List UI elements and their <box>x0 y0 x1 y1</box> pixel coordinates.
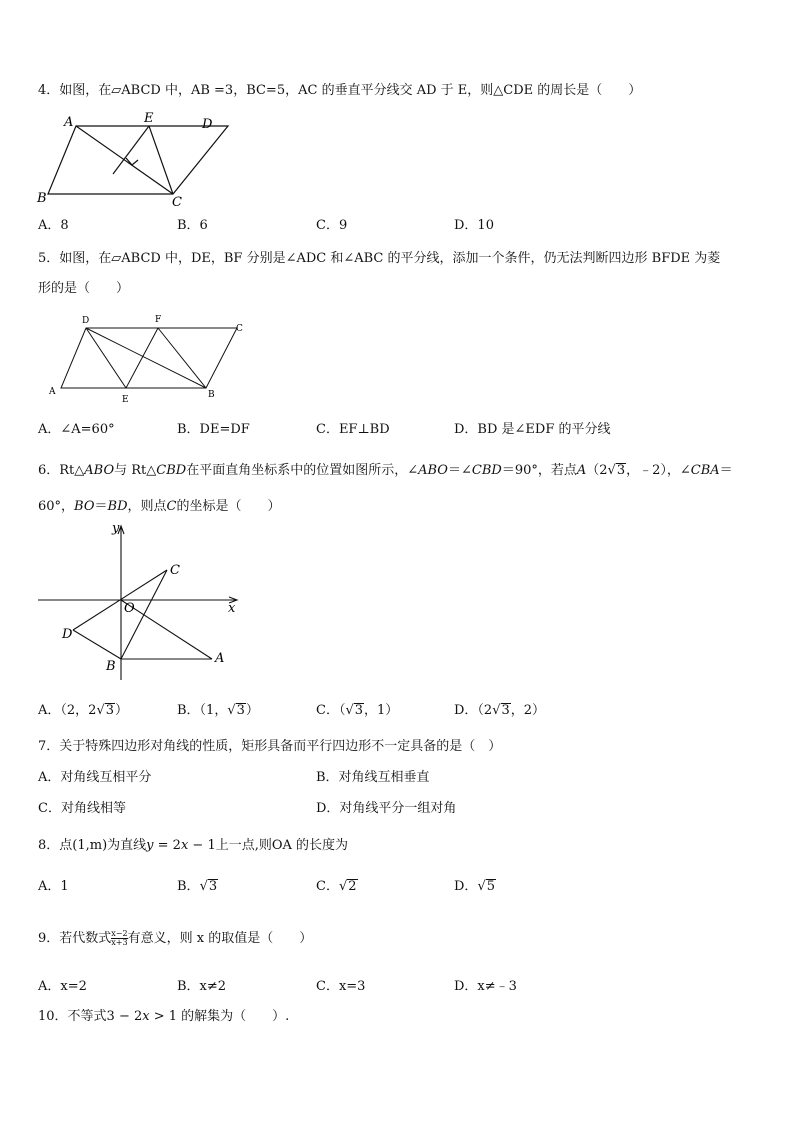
q4-label-b: B <box>37 191 47 206</box>
q4-label-a: A <box>64 115 74 130</box>
q6-label-o: O <box>124 601 135 616</box>
q5-stem-line1: 5．如图，在▱ABCD 中，DE，BF 分别是∠ADC 和∠ABC 的平分线，添加一个条件，仍无法判断四边形 BFDE 为菱 <box>38 251 721 266</box>
q7-option-c[interactable]: C．对角线相等 <box>38 801 126 816</box>
q8-option-b[interactable]: B．√3 <box>177 879 218 894</box>
q7-stem: 7．关于特殊四边形对角线的性质，矩形具备而平行四边形不一定具备的是（ ） <box>38 739 502 754</box>
q4-option-c[interactable]: C．9 <box>316 218 348 233</box>
q6-option-b[interactable]: B．（1，√3） <box>177 703 259 718</box>
q7-option-b[interactable]: B．对角线互相垂直 <box>316 770 430 785</box>
q5-option-c[interactable]: C．EF⊥BD <box>316 422 390 437</box>
q4-label-e: E <box>144 111 154 126</box>
q4-figure <box>36 108 236 208</box>
q4-option-a[interactable]: A．8 <box>38 218 69 233</box>
q6-stem-line2: 60°，BO＝BD，则点C的坐标是（ ） <box>38 499 281 514</box>
q9-option-c[interactable]: C．x=3 <box>316 979 366 994</box>
q6-label-b: B <box>106 659 116 674</box>
q6-label-x: x <box>228 601 236 616</box>
q5-label-e: E <box>122 395 129 405</box>
q5-label-a: A <box>49 387 56 397</box>
q6-option-c[interactable]: C．（√3，1） <box>316 703 399 718</box>
q5-label-b: B <box>208 390 215 400</box>
q4-option-b[interactable]: B．6 <box>177 218 208 233</box>
q8-option-d[interactable]: D．√5 <box>454 879 496 894</box>
q10-stem: 10．不等式3 − 2x > 1 的解集为（ ）. <box>38 1009 290 1024</box>
q4-label-c: C <box>172 195 182 208</box>
q6-option-d[interactable]: D．（2√3，2） <box>454 703 546 718</box>
q8-option-a[interactable]: A．1 <box>38 879 69 894</box>
q8-option-c[interactable]: C．√2 <box>316 879 357 894</box>
q6-stem-line1: 6．Rt△ABO与 Rt△CBD在平面直角坐标系中的位置如图所示，∠ABO＝∠CBD＝90°，若点A（2√3，﹣2），∠CBA＝ <box>38 463 733 478</box>
q5-option-d[interactable]: D．BD 是∠EDF 的平分线 <box>454 422 611 437</box>
q6-label-d: D <box>62 627 73 642</box>
q9-fraction: $\frac{x-2}{x+3}$ <box>111 929 128 947</box>
q4-label-d: D <box>202 117 213 132</box>
q9-stem: 9．若代数式 $\frac{x-2}{x+3}$ 有意义，则 x 的取值是（ ） <box>38 929 313 947</box>
q4-stem: 4．如图，在▱ABCD 中，AB =3，BC=5，AC 的垂直平分线交 AD 于 E，则△CDE 的周长是（ ） <box>38 83 642 98</box>
q9-option-b[interactable]: B．x≠2 <box>177 979 227 994</box>
q5-label-f: F <box>155 315 162 325</box>
q8-stem: 8．点(1,m)为直线y = 2x − 1上一点,则OA 的长度为 <box>38 838 349 853</box>
q6-label-c: C <box>170 563 180 578</box>
q4-option-d[interactable]: D．10 <box>454 218 494 233</box>
q5-stem-line2: 形的是（ ） <box>38 281 130 296</box>
q9-option-d[interactable]: D．x≠﹣3 <box>454 979 517 994</box>
q7-option-d[interactable]: D．对角线平分一组对角 <box>316 801 457 816</box>
q5-figure <box>44 312 254 407</box>
q9-option-a[interactable]: A．x=2 <box>38 979 87 994</box>
q6-figure <box>34 520 249 688</box>
q6-option-a[interactable]: A．（2，2√3） <box>38 703 129 718</box>
q6-label-a: A <box>215 651 225 666</box>
q6-label-y: y <box>112 521 120 536</box>
q5-label-d: D <box>82 316 90 326</box>
q7-option-a[interactable]: A．对角线互相平分 <box>38 770 152 785</box>
q5-option-a[interactable]: A．∠A=60° <box>38 422 115 437</box>
q5-option-b[interactable]: B．DE=DF <box>177 422 250 437</box>
q5-label-c: C <box>236 324 243 334</box>
